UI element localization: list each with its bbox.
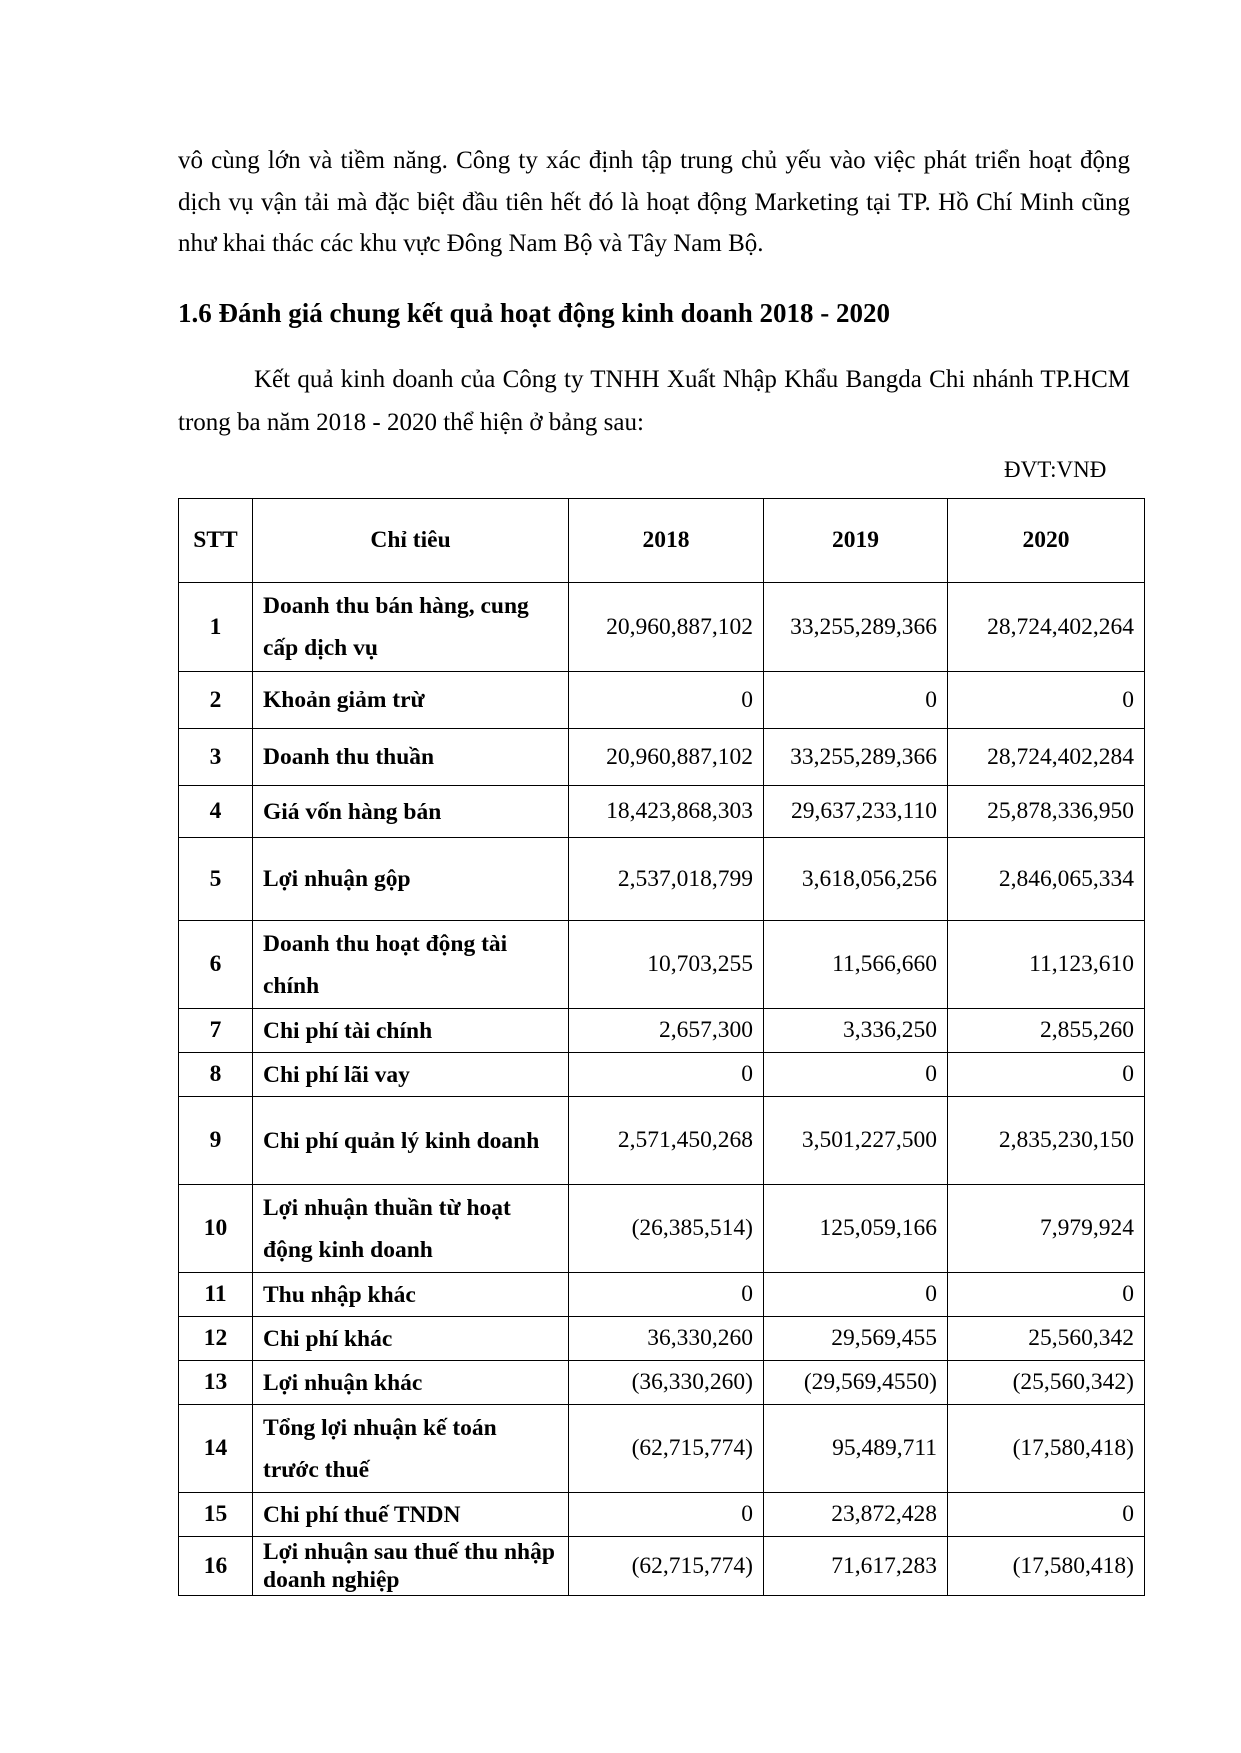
row-label: Chi phí khác [253, 1317, 569, 1361]
table-header-row [179, 499, 1145, 583]
value-2020: 7,979,924 [948, 1185, 1145, 1273]
row-stt: 8 [179, 1053, 253, 1097]
header-stt: STT [179, 499, 253, 583]
row-label: Chi phí lãi vay [253, 1053, 569, 1097]
value-2019: 3,618,056,256 [764, 838, 948, 921]
row-label: Chi phí quản lý kinh doanh [253, 1097, 569, 1185]
value-2018: (26,385,514) [569, 1185, 764, 1273]
row-label: Doanh thu bán hàng, cung cấp dịch vụ [253, 583, 569, 672]
value-2020: (17,580,418) [948, 1405, 1145, 1493]
value-2019: 3,336,250 [764, 1009, 948, 1053]
value-2019: 95,489,711 [764, 1405, 948, 1493]
value-2019: 0 [764, 1053, 948, 1097]
row-label: Doanh thu thuần [253, 729, 569, 786]
row-label: Khoản giảm trừ [253, 672, 569, 729]
table-row [179, 1273, 1145, 1317]
value-2019: (29,569,4550) [764, 1361, 948, 1405]
value-2019: 71,617,283 [764, 1537, 948, 1596]
value-2020: 25,560,342 [948, 1317, 1145, 1361]
row-stt: 9 [179, 1097, 253, 1185]
row-stt: 11 [179, 1273, 253, 1317]
table-row [179, 786, 1145, 838]
row-label: Thu nhập khác [253, 1273, 569, 1317]
value-2019: 23,872,428 [764, 1493, 948, 1537]
table-row [179, 838, 1145, 921]
value-2018: 36,330,260 [569, 1317, 764, 1361]
value-2020: (17,580,418) [948, 1537, 1145, 1596]
value-2019: 0 [764, 1273, 948, 1317]
row-label: Chi phí tài chính [253, 1009, 569, 1053]
value-2018: 0 [569, 1273, 764, 1317]
row-label: Lợi nhuận sau thuế thu nhập doanh nghiệp [253, 1537, 569, 1596]
row-stt: 10 [179, 1185, 253, 1273]
row-label: Tổng lợi nhuận kế toán trước thuế [253, 1405, 569, 1493]
value-2019: 0 [764, 672, 948, 729]
value-2018: 2,537,018,799 [569, 838, 764, 921]
table-row [179, 1097, 1145, 1185]
table-row [179, 1317, 1145, 1361]
value-2020: 0 [948, 1493, 1145, 1537]
row-stt: 4 [179, 786, 253, 838]
table-row [179, 1185, 1145, 1273]
value-2018: 20,960,887,102 [569, 583, 764, 672]
section-heading: 1.6 Đánh giá chung kết quả hoạt động kinh doanh 2018 - 2020 [178, 298, 890, 328]
value-2019: 29,569,455 [764, 1317, 948, 1361]
table-row [179, 921, 1145, 1009]
value-2019: 29,637,233,110 [764, 786, 948, 838]
business-results-table [178, 498, 1145, 1596]
value-2018: (62,715,774) [569, 1537, 764, 1596]
row-stt: 14 [179, 1405, 253, 1493]
value-2020: 2,835,230,150 [948, 1097, 1145, 1185]
value-2020: 0 [948, 1273, 1145, 1317]
row-stt: 2 [179, 672, 253, 729]
intro-paragraph: vô cùng lớn và tiềm năng. Công ty xác định tập trung chủ yếu vào việc phát triển hoạt động dịch vụ vận tải mà đặc biệt đầu tiên hết đó là hoạt động Marketing tại TP. Hồ Chí Minh cũng như khai thác các khu vực Đông Nam Bộ và Tây Nam Bộ. [178, 147, 1130, 257]
header-2020: 2020 [948, 499, 1145, 583]
value-2019: 125,059,166 [764, 1185, 948, 1273]
row-label: Chi phí thuế TNDN [253, 1493, 569, 1537]
table-row [179, 729, 1145, 786]
row-stt: 7 [179, 1009, 253, 1053]
table-row [179, 1053, 1145, 1097]
row-stt: 6 [179, 921, 253, 1009]
row-label: Giá vốn hàng bán [253, 786, 569, 838]
table-row [179, 1493, 1145, 1537]
value-2020: 25,878,336,950 [948, 786, 1145, 838]
row-stt: 1 [179, 583, 253, 672]
value-2020: 2,855,260 [948, 1009, 1145, 1053]
row-stt: 13 [179, 1361, 253, 1405]
body-paragraph: Kết quả kinh doanh của Công ty TNHH Xuất Nhập Khẩu Bangda Chi nhánh TP.HCM trong ba năm 2018 - 2020 thể hiện ở bảng sau: [178, 366, 1130, 436]
value-2018: 2,571,450,268 [569, 1097, 764, 1185]
table-row [179, 1361, 1145, 1405]
header-2019: 2019 [764, 499, 948, 583]
value-2018: 0 [569, 672, 764, 729]
header-2018: 2018 [569, 499, 764, 583]
value-2019: 33,255,289,366 [764, 729, 948, 786]
value-2018: (36,330,260) [569, 1361, 764, 1405]
value-2018: (62,715,774) [569, 1405, 764, 1493]
unit-label: ĐVT:VNĐ [1004, 457, 1107, 482]
row-stt: 16 [179, 1537, 253, 1596]
row-label: Lợi nhuận gộp [253, 838, 569, 921]
row-stt: 15 [179, 1493, 253, 1537]
table-row [179, 1405, 1145, 1493]
value-2019: 33,255,289,366 [764, 583, 948, 672]
value-2018: 18,423,868,303 [569, 786, 764, 838]
row-label: Doanh thu hoạt động tài chính [253, 921, 569, 1009]
value-2018: 10,703,255 [569, 921, 764, 1009]
row-stt: 3 [179, 729, 253, 786]
table-row [179, 672, 1145, 729]
header-indicator: Chỉ tiêu [253, 499, 569, 583]
table-row [179, 1009, 1145, 1053]
row-label: Lợi nhuận khác [253, 1361, 569, 1405]
value-2020: 2,846,065,334 [948, 838, 1145, 921]
value-2018: 2,657,300 [569, 1009, 764, 1053]
table-row [179, 583, 1145, 672]
value-2020: 28,724,402,264 [948, 583, 1145, 672]
row-stt: 5 [179, 838, 253, 921]
value-2020: 0 [948, 1053, 1145, 1097]
table-row [179, 1537, 1145, 1596]
value-2020: 11,123,610 [948, 921, 1145, 1009]
value-2020: (25,560,342) [948, 1361, 1145, 1405]
value-2020: 0 [948, 672, 1145, 729]
row-stt: 12 [179, 1317, 253, 1361]
value-2019: 11,566,660 [764, 921, 948, 1009]
value-2018: 0 [569, 1053, 764, 1097]
value-2018: 0 [569, 1493, 764, 1537]
row-label: Lợi nhuận thuần từ hoạt động kinh doanh [253, 1185, 569, 1273]
value-2019: 3,501,227,500 [764, 1097, 948, 1185]
value-2018: 20,960,887,102 [569, 729, 764, 786]
value-2020: 28,724,402,284 [948, 729, 1145, 786]
